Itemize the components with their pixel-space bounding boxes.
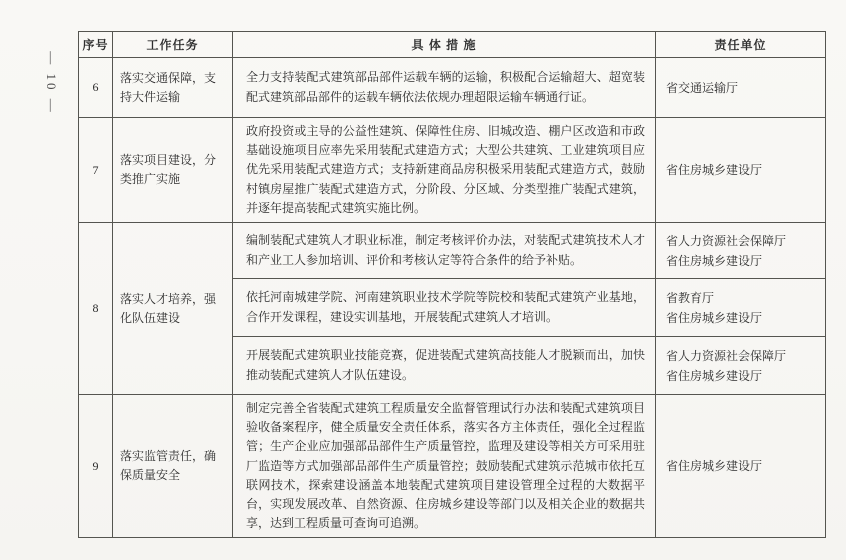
header-unit: 责任单位 [656,32,826,58]
row-measures: 开展装配式建筑职业技能竞赛，促进装配式建筑高技能人才脱颖而出，加快推动装配式建筑人才队伍建设。 [233,337,656,395]
row-task: 落实人才培养，强化队伍建设 [113,223,233,395]
table-row-6 [79,58,826,118]
unit-line: 省住房城乡建设厅 [666,163,763,177]
row-measures: 编制装配式建筑人才职业标准，制定考核评价办法，对装配式建筑技术人才和产业工人参加培训、评价和考核认定等符合条件的给予补贴。 [233,223,656,279]
unit-line: 省交通运输厅 [666,80,739,95]
row-measures: 全力支持装配式建筑部品部件运载车辆的运输，积极配合运输超大、超宽装配式建筑部品部件的运载车辆依法依规办理超限运输车辆通行证。 [233,58,656,118]
unit-line: 省人力资源社会保障厅 [666,233,787,248]
row-unit [656,58,826,118]
row-unit [656,279,826,337]
row-measures: 制定完善全省装配式建筑工程质量安全监督管理试行办法和装配式建筑项目验收备案程序，健全质量安全责任体系，落实各方主体责任，强化全过程监管；生产企业应加强部品部件生产质量管控，监理及建设等相关方可采用驻厂监造等方式加强部品部件生产质量管控；鼓励装配式建筑示范城市依托互联网技术，探索建设涵盖本地装配式建筑项目建设管理全过程的大数据平台，实现发展改革、自然资源、住房城乡建设等部门以及相关企业的数据共享，达到工程质量可查询可追溯。 [233,395,656,538]
row-task: 落实项目建设，分类推广实施 [113,118,233,223]
page-number-label: — 10 — [44,51,59,115]
row-no: 7 [79,118,113,223]
row-unit [656,223,826,279]
row-measures: 依托河南城建学院、河南建筑职业技术学院等院校和装配式建筑产业基地，合作开发课程，建设实训基地，开展装配式建筑人才培训。 [233,279,656,337]
header-no: 序号 [79,32,113,58]
row-unit [656,337,826,395]
tasks-measures-table [78,31,826,538]
row-task: 落实监管责任，确保质量安全 [113,395,233,538]
unit-line: 省住房城乡建设厅 [666,459,763,474]
row-unit [656,395,826,538]
unit-line: 省住房城乡建设厅 [666,310,763,325]
row-measures: 政府投资或主导的公益性建筑、保障性住房、旧城改造、棚户区改造和市政基础设施项目应率先采用装配式建造方式；大型公共建筑、工业建筑项目应优先采用装配式建造方式；支持新建商品房积极采用装配式建造方式，鼓励村镇房屋推广装配式建造方式，分阶段、分区域、分类型推广装配式建筑，并逐年提高装配式建筑实施比例。 [233,118,656,223]
row-no: 8 [79,223,113,395]
unit-line: 省人力资源社会保障厅 [666,348,787,363]
unit-line: 省教育厅 [666,290,715,305]
table-row-9 [79,395,826,538]
row-task: 落实交通保障，支持大件运输 [113,58,233,118]
row-no: 6 [79,58,113,118]
margin-page-number [36,44,66,122]
table-row-8-sub-1 [79,223,826,279]
row-unit [656,118,826,223]
unit-line: 省住房城乡建设厅 [666,253,763,268]
row-no: 9 [79,395,113,538]
header-row [79,32,826,58]
header-task: 工作任务 [113,32,233,58]
header-measures: 具 体 措 施 [233,32,656,58]
unit-line: 省住房城乡建设厅 [666,368,763,383]
table-row-7 [79,118,826,223]
